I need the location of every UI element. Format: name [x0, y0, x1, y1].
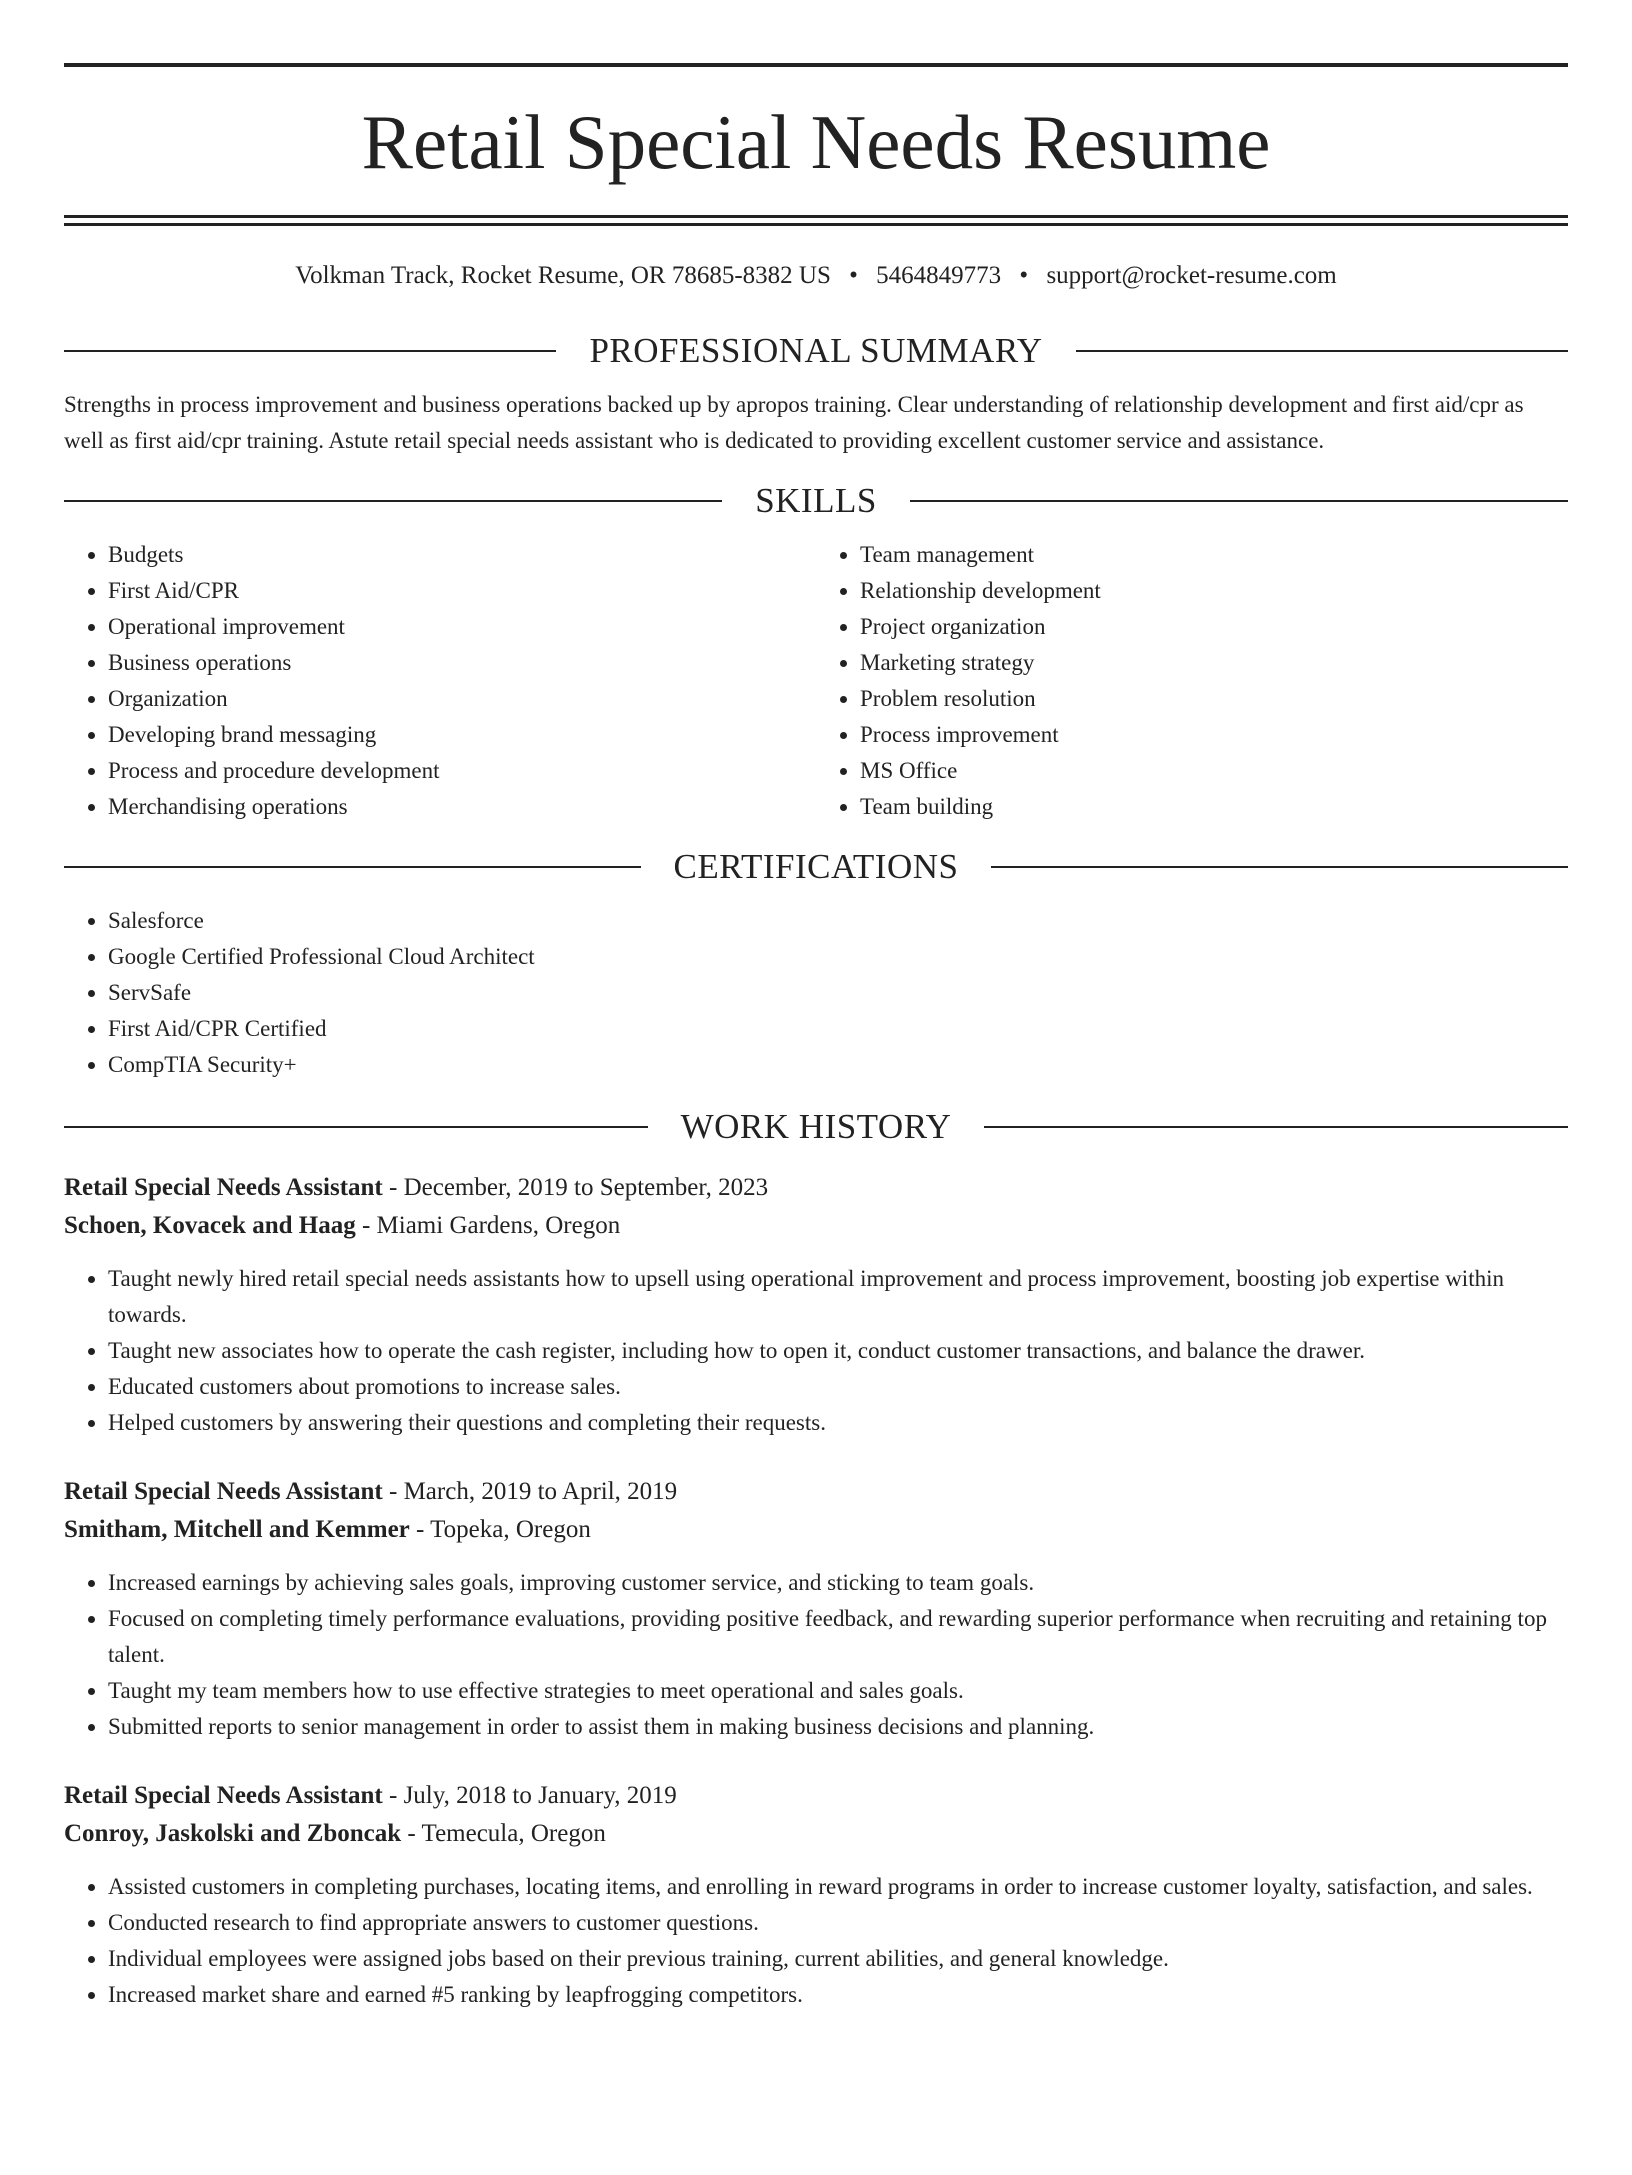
job-title: Retail Special Needs Assistant: [64, 1478, 383, 1505]
job-title: Retail Special Needs Assistant: [64, 1174, 383, 1201]
job-dates: - March, 2019 to April, 2019: [382, 1478, 678, 1505]
section-rule-right: [910, 500, 1568, 502]
contact-phone: 5464849773: [876, 262, 1002, 289]
certification-item: • ServSafe: [108, 975, 1568, 1011]
skills-right-column: [816, 537, 1568, 825]
job-company: Smitham, Mitchell and Kemmer: [64, 1516, 410, 1543]
resume-page: [0, 63, 1632, 2175]
skills-right-list: [816, 537, 1568, 825]
job-bullet: • Helped customers by answering their questions and completing their requests.: [108, 1405, 1568, 1441]
certification-item: • CompTIA Security+: [108, 1047, 1568, 1083]
skill-item: • Budgets: [108, 537, 816, 573]
job-entry: [64, 1169, 1568, 1441]
job-bullet: • Taught new associates how to operate the cash register, including how to open it, conduct customer transactions, and balance the drawer.: [108, 1333, 1568, 1369]
skills-heading: SKILLS: [755, 481, 877, 520]
certifications-list: [64, 903, 1568, 1083]
job-bullets: [64, 1261, 1568, 1441]
section-rule-left: [64, 866, 641, 868]
job-location: - Miami Gardens, Oregon: [355, 1212, 621, 1239]
job-company-line: [64, 1511, 1568, 1549]
certification-item: • First Aid/CPR Certified: [108, 1011, 1568, 1047]
job-bullet: • Assisted customers in completing purchases, locating items, and enrolling in reward programs in order to increase customer loyalty, satisfaction, and sales.: [108, 1869, 1568, 1905]
skill-item: • Problem resolution: [860, 681, 1568, 717]
title-double-rule: [64, 215, 1568, 226]
job-company-line: [64, 1815, 1568, 1853]
section-rule-right: [991, 866, 1568, 868]
section-rule-left: [64, 500, 722, 502]
contact-separator: •: [1019, 262, 1029, 289]
skills-left-list: [64, 537, 816, 825]
skill-item: • Developing brand messaging: [108, 717, 816, 753]
skill-item: • Relationship development: [860, 573, 1568, 609]
skill-item: • MS Office: [860, 753, 1568, 789]
certifications-list-wrap: [64, 903, 1568, 1083]
job-title-line: [64, 1473, 1568, 1511]
job-entry: [64, 1777, 1568, 2013]
skills-left-column: [64, 537, 816, 825]
job-bullet: • Individual employees were assigned jobs based on their previous training, current abilities, and general knowledge.: [108, 1941, 1568, 1977]
job-bullet: • Taught newly hired retail special needs assistants how to upsell using operational improvement and process improvement, boosting job expertise within towards.: [108, 1261, 1568, 1333]
summary-section-header: [64, 329, 1568, 373]
skill-item: • Marketing strategy: [860, 645, 1568, 681]
work-history-heading: WORK HISTORY: [680, 1107, 952, 1146]
skills-section-header: [64, 479, 1568, 523]
summary-heading: PROFESSIONAL SUMMARY: [589, 331, 1043, 370]
job-title: Retail Special Needs Assistant: [64, 1782, 383, 1809]
certification-item: • Google Certified Professional Cloud Architect: [108, 939, 1568, 975]
job-company: Conroy, Jaskolski and Zboncak: [64, 1820, 402, 1847]
section-rule-left: [64, 1126, 648, 1128]
contact-line: [64, 259, 1568, 293]
job-bullets: [64, 1869, 1568, 2013]
job-location: - Topeka, Oregon: [409, 1516, 591, 1543]
certifications-heading: CERTIFICATIONS: [673, 847, 959, 886]
contact-email: support@rocket-resume.com: [1046, 262, 1337, 289]
section-rule-right: [1076, 350, 1568, 352]
job-dates: - December, 2019 to September, 2023: [382, 1174, 769, 1201]
skill-item: • Business operations: [108, 645, 816, 681]
summary-text: Strengths in process improvement and business operations backed up by apropos training. Clear understanding of relationship development and first aid/cpr as well as first aid/cpr training. Astute retail special needs assistant who is dedicated to providing excellent customer service and assistance.: [64, 392, 1524, 453]
job-bullet: • Increased earnings by achieving sales goals, improving customer service, and sticking to team goals.: [108, 1565, 1568, 1601]
job-title-line: [64, 1169, 1568, 1207]
job-location: - Temecula, Oregon: [401, 1820, 606, 1847]
certification-item: • Salesforce: [108, 903, 1568, 939]
certifications-section-header: [64, 845, 1568, 889]
skill-item: • Organization: [108, 681, 816, 717]
job-company-line: [64, 1207, 1568, 1245]
job-bullet: • Conducted research to find appropriate answers to customer questions.: [108, 1905, 1568, 1941]
skill-item: • First Aid/CPR: [108, 573, 816, 609]
job-dates: - July, 2018 to January, 2019: [382, 1782, 677, 1809]
job-entry: [64, 1473, 1568, 1745]
section-rule-right: [984, 1126, 1568, 1128]
job-bullet: • Educated customers about promotions to increase sales.: [108, 1369, 1568, 1405]
skill-item: • Team building: [860, 789, 1568, 825]
contact-address: Volkman Track, Rocket Resume, OR 78685-8382 US: [295, 262, 831, 289]
resume-title: Retail Special Needs Resume: [361, 99, 1271, 185]
skill-item: • Project organization: [860, 609, 1568, 645]
work-history-section-header: [64, 1105, 1568, 1149]
section-rule-left: [64, 350, 556, 352]
skill-item: • Team management: [860, 537, 1568, 573]
skill-item: • Process and procedure development: [108, 753, 816, 789]
job-title-line: [64, 1777, 1568, 1815]
skill-item: • Operational improvement: [108, 609, 816, 645]
skills-columns: [64, 537, 1568, 825]
job-bullets: [64, 1565, 1568, 1745]
job-company: Schoen, Kovacek and Haag: [64, 1212, 356, 1239]
skill-item: • Merchandising operations: [108, 789, 816, 825]
contact-separator: •: [849, 262, 858, 289]
job-bullet: • Focused on completing timely performance evaluations, providing positive feedback, and rewarding superior performance when recruiting and retaining top talent.: [108, 1601, 1568, 1673]
job-bullet: • Increased market share and earned #5 ranking by leapfrogging competitors.: [108, 1977, 1568, 2013]
skill-item: • Process improvement: [860, 717, 1568, 753]
job-bullet: • Taught my team members how to use effective strategies to meet operational and sales goals.: [108, 1673, 1568, 1709]
job-bullet: • Submitted reports to senior management in order to assist them in making business decisions and planning.: [108, 1709, 1568, 1745]
